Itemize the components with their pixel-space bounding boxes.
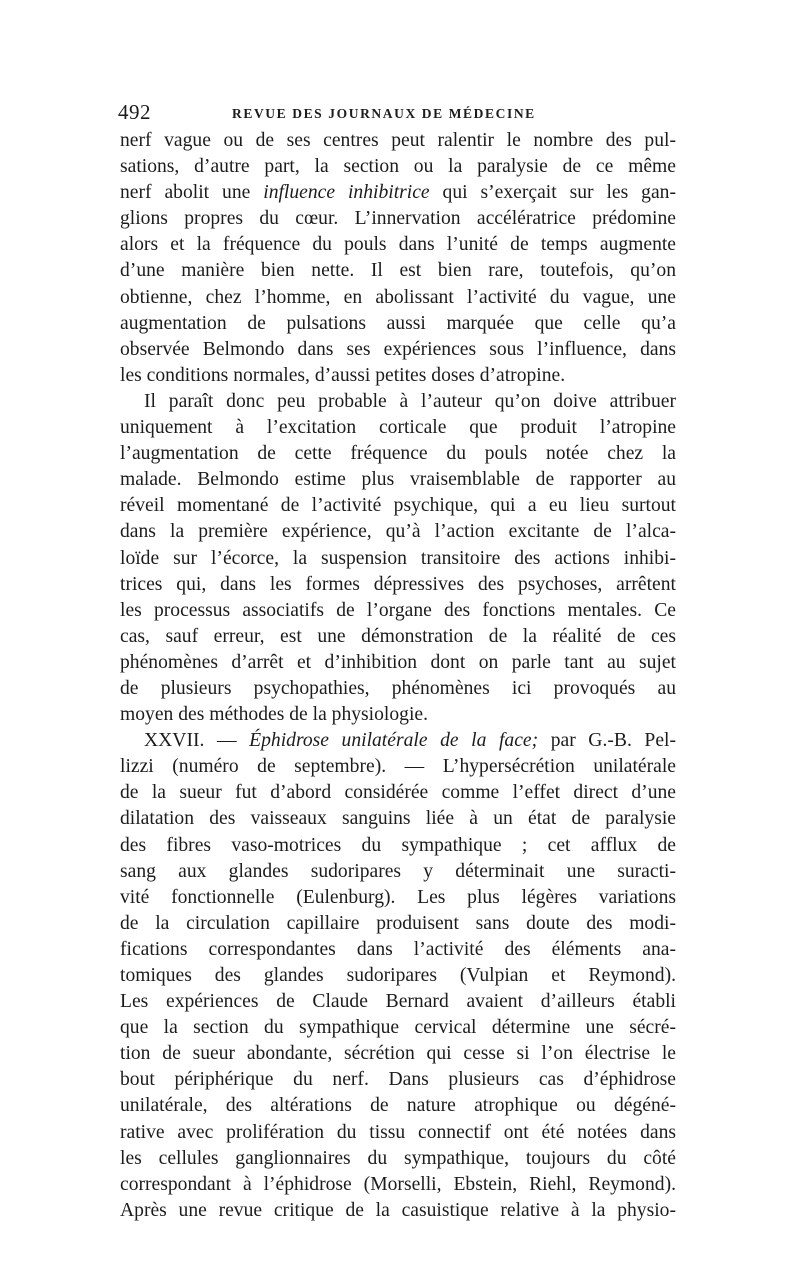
text-line: moyen des méthodes de la physiologie. — [120, 704, 428, 726]
text-line: réveil momentané de l’activité psychique, qui a eu lieu surtout — [120, 495, 676, 517]
text-line: glions propres du cœur. L’innervation accélératrice prédomine — [120, 208, 676, 230]
running-title: REVUE DES JOURNAUX DE MÉDECINE — [232, 106, 536, 121]
text-line: alors et la fréquence du pouls dans l’unité de temps augmente — [120, 234, 676, 256]
text-line: de plusieurs psychopathies, phénomènes ici provoqués au — [120, 677, 676, 699]
text-line: trices qui, dans les formes dépressives des psychoses, arrêtent — [120, 573, 676, 595]
text-line: Après une revue critique de la casuistique relative à la physio- — [120, 1199, 676, 1221]
text-run: XXVII. — — [144, 730, 250, 752]
text-line: de la circulation capillaire produisent sans doute des modi- — [120, 912, 676, 934]
text-line: les conditions normales, d’aussi petites doses d’atropine. — [120, 364, 566, 386]
text-line: phénomènes d’arrêt et d’inhibition dont on parle tant au sujet — [120, 651, 676, 673]
text-line: dans la première expérience, qu’à l’action excitante de l’alca- — [120, 521, 676, 543]
text-line: augmentation de pulsations aussi marquée que celle qu’a — [120, 312, 676, 334]
text-line: l’augmentation de cette fréquence du pouls notée chez la — [120, 443, 676, 465]
text-line: nerf vague ou de ses centres peut ralentir le nombre des pul- — [120, 130, 676, 151]
text-line: Les expériences de Claude Bernard avaient d’ailleurs établi — [120, 991, 676, 1013]
text-line: sang aux glandes sudoripares y déterminait une suracti- — [120, 860, 676, 882]
text-line: de la sueur fut d’abord considérée comme l’effet direct d’une — [120, 782, 676, 804]
italic-text-run: influence inhibitrice — [263, 182, 430, 204]
text-line: lizzi (numéro de septembre). — L’hypersécrétion unilatérale — [120, 756, 676, 778]
text-line: loïde sur l’écorce, la suspension transitoire des actions inhibi- — [120, 547, 676, 569]
text-run: par G.-B. Pel- — [538, 730, 676, 752]
text-run: nerf abolit une — [120, 182, 264, 204]
text-line: d’une manière bien nette. Il est bien rare, toutefois, qu’on — [120, 260, 676, 282]
text-line: des fibres vaso-motrices du sympathique ; cet afflux de — [120, 834, 676, 856]
text-line: cas, sauf erreur, est une démonstration de la réalité de ces — [120, 625, 676, 647]
text-line-paragraph-start: Il paraît donc peu probable à l’auteur qu’on doive attribuer — [144, 390, 676, 412]
text-line: malade. Belmondo estime plus vraisemblable de rapporter au — [120, 469, 676, 491]
body-text — [120, 128, 676, 1224]
text-line: tion de sueur abondante, sécrétion qui cesse si l’on électrise le — [120, 1043, 676, 1065]
text-line: rative avec prolifération du tissu connectif ont été notées dans — [120, 1121, 676, 1143]
text-run: qui s’exerçait sur les gan- — [429, 182, 676, 204]
text-line: dilatation des vaisseaux sanguins liée à un état de paralysie — [120, 808, 676, 830]
text-line: les processus associatifs de l’organe des fonctions mentales. Ce — [120, 599, 676, 621]
page-number: 492 — [118, 100, 151, 124]
text-line: obtienne, chez l’homme, en abolissant l’activité du vague, une — [120, 286, 676, 308]
section-heading-line — [120, 728, 676, 754]
text-line: que la section du sympathique cervical détermine une sécré- — [120, 1017, 676, 1039]
text-line: les cellules ganglionnaires du sympathique, toujours du côté — [120, 1147, 676, 1169]
text-line: correspondant à l’éphidrose (Morselli, Ebstein, Riehl, Reymond). — [120, 1173, 676, 1195]
text-line: vité fonctionnelle (Eulenburg). Les plus légères variations — [120, 886, 676, 908]
text-line: fications correspondantes dans l’activité des éléments ana- — [120, 938, 676, 960]
text-line-with-italic — [120, 180, 676, 206]
text-line: bout périphérique du nerf. Dans plusieurs cas d’éphidrose — [120, 1069, 676, 1091]
text-line: tomiques des glandes sudoripares (Vulpian et Reymond). — [120, 965, 676, 986]
text-line: uniquement à l’excitation corticale que produit l’atropine — [120, 417, 676, 439]
page-header — [118, 99, 678, 125]
text-line: unilatérale, des altérations de nature atrophique ou dégéné- — [120, 1095, 676, 1117]
text-line: observée Belmondo dans ses expériences sous l’influence, dans — [120, 338, 676, 360]
italic-text-run: Éphidrose unilatérale de la face; — [249, 730, 539, 752]
text-line: sations, d’autre part, la section ou la paralysie de ce même — [120, 156, 676, 178]
